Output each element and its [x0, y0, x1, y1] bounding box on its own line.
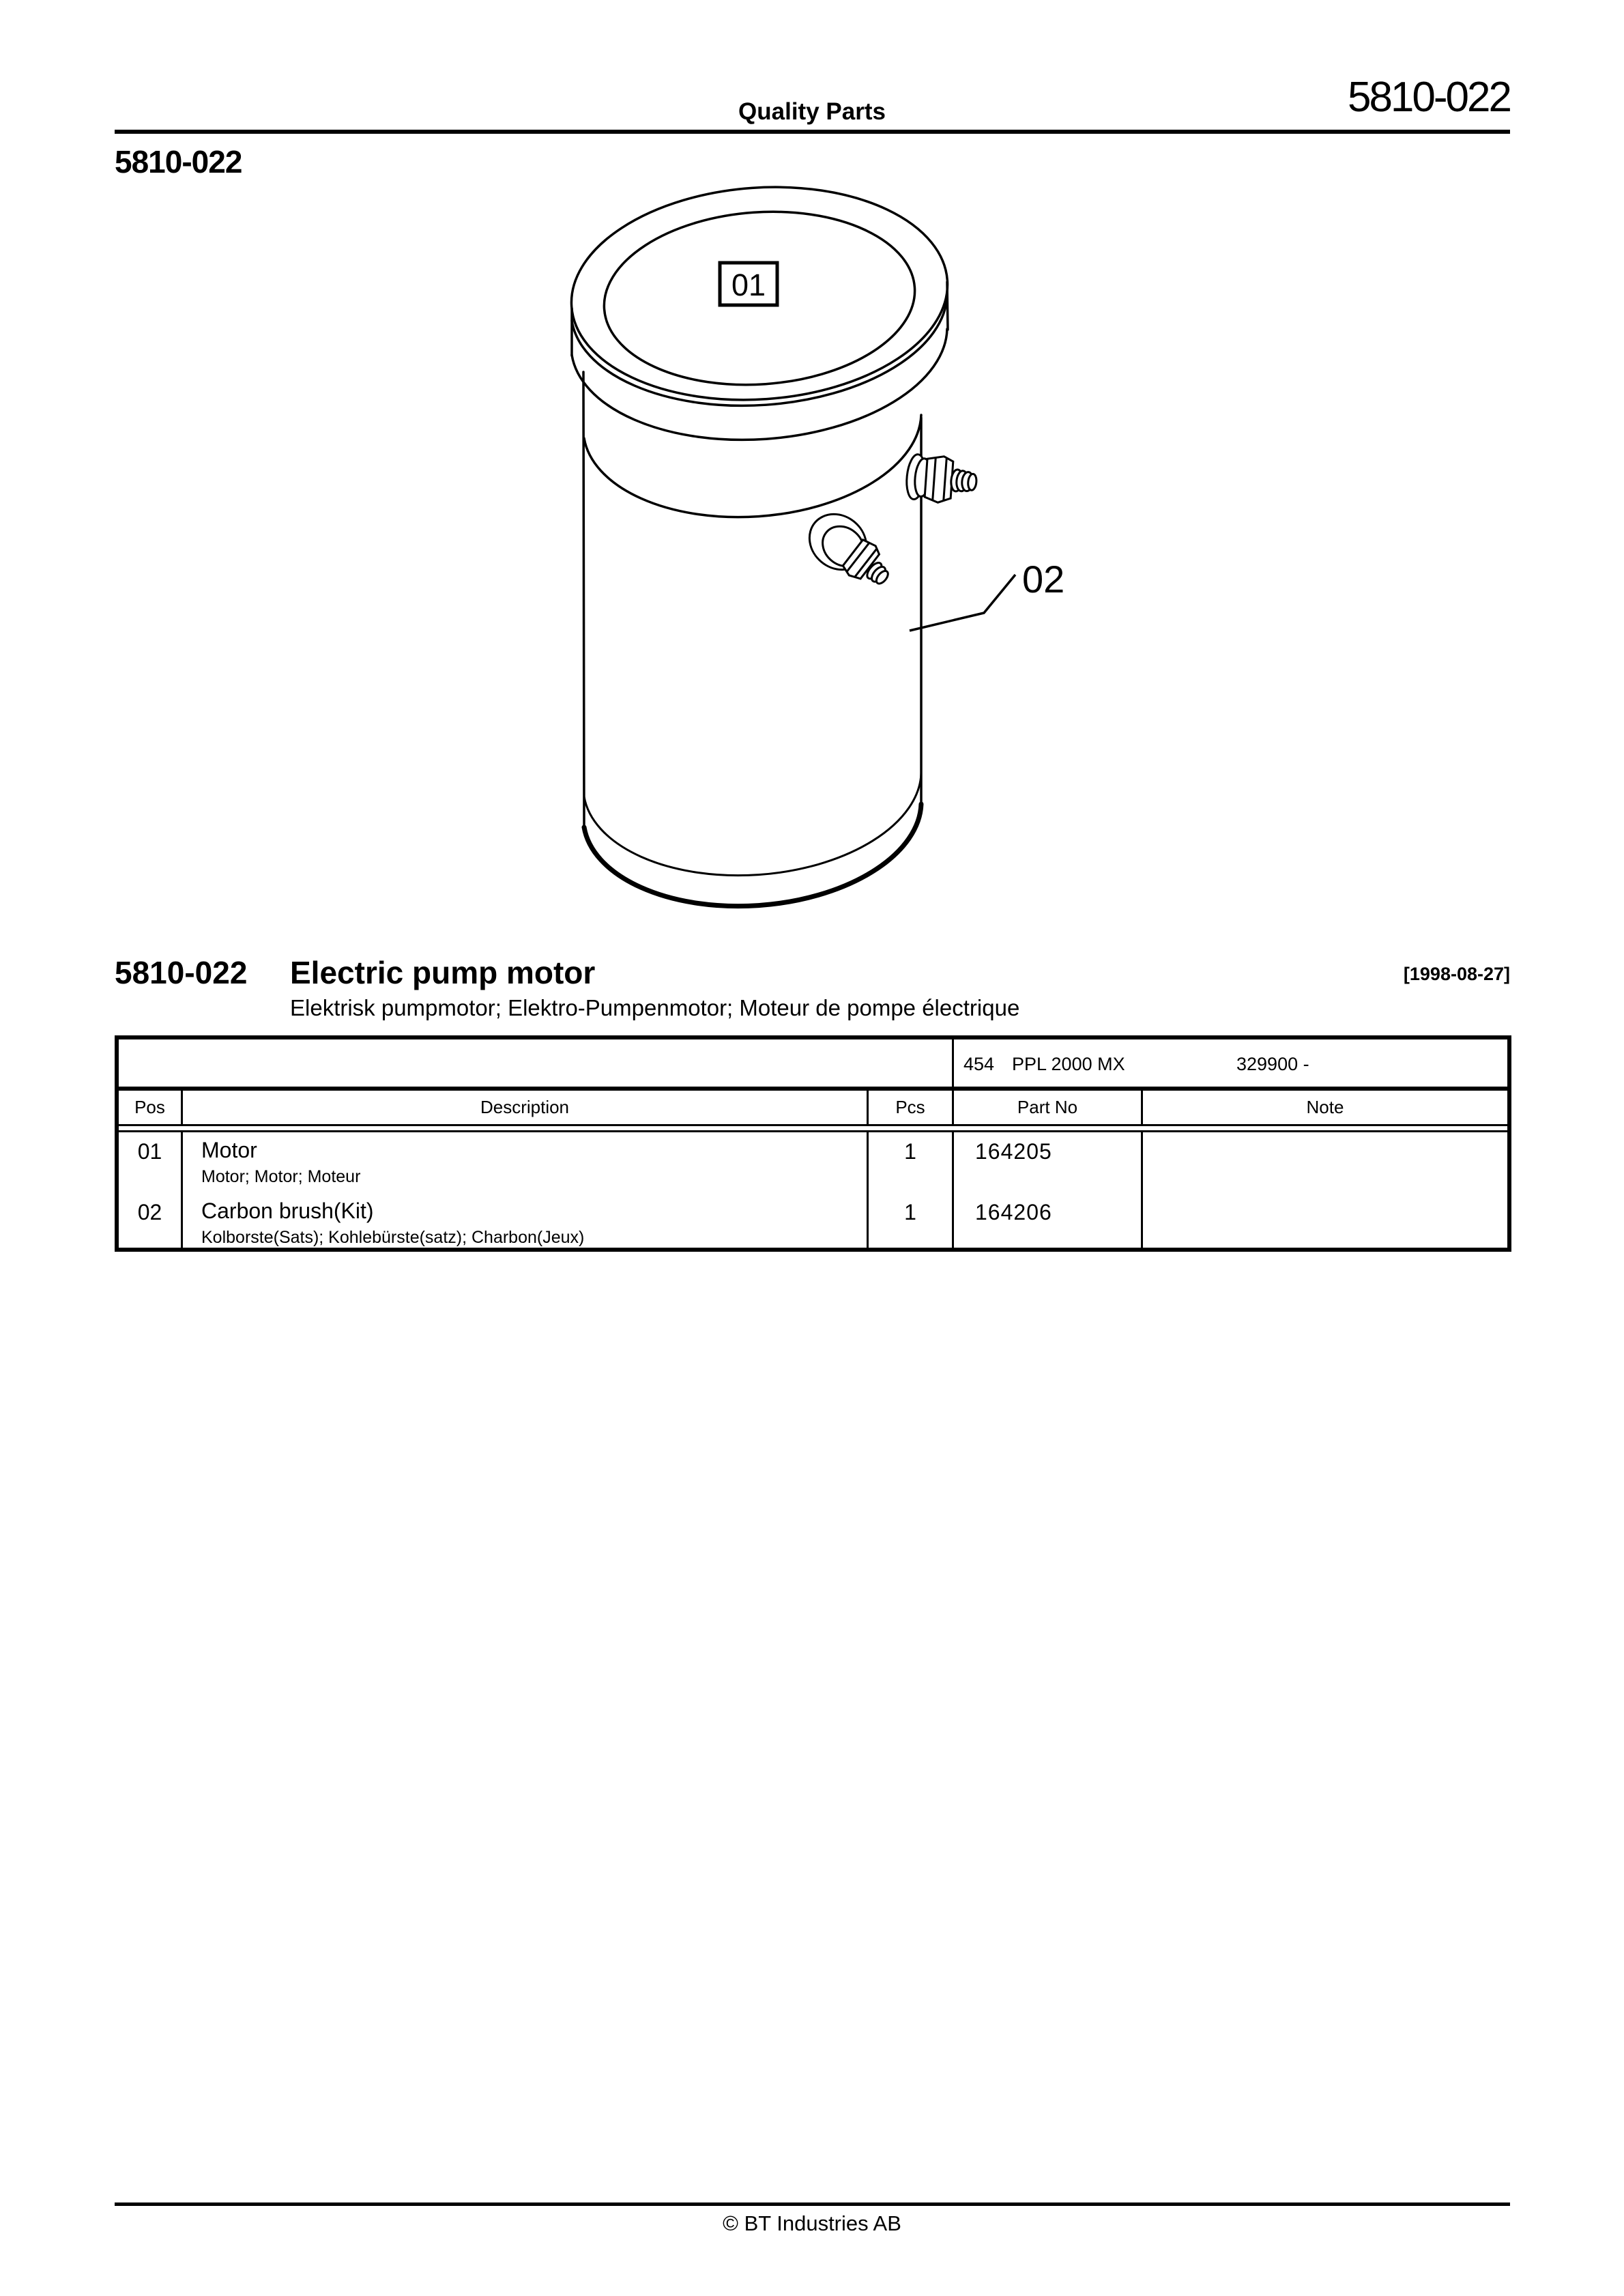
page-code: 5810-022 — [115, 144, 242, 180]
row-pos: 02 — [137, 1200, 162, 1224]
row-part-no: 164205 — [975, 1139, 1052, 1164]
row-description-cell — [183, 1194, 867, 1248]
model-serial-range: 329900 - — [1236, 1054, 1309, 1074]
column-divider — [952, 1039, 954, 1087]
callout-02-leader-line — [910, 575, 1015, 631]
terminal-stud-upper — [905, 453, 979, 506]
footer-copyright: © BT Industries AB — [723, 2211, 901, 2235]
table-header-row — [119, 1091, 1507, 1124]
section-subtitle: Elektrisk pumpmotor; Elektro-Pumpenmotor; Moteur de pompe électrique — [290, 995, 1020, 1020]
table-double-separator — [119, 1124, 1507, 1132]
callout-02-label: 02 — [1022, 558, 1065, 601]
col-header-part-no: Part No — [1017, 1097, 1078, 1117]
section-code: 5810-022 — [115, 955, 248, 990]
row-note — [1143, 1194, 1507, 1248]
row-description: Motor — [201, 1138, 257, 1162]
row-description-translations: Kolborste(Sats); Kohlebürste(satz); Charbon(Jeux) — [201, 1228, 585, 1247]
row-description: Carbon brush(Kit) — [201, 1199, 374, 1223]
row-pcs: 1 — [904, 1139, 916, 1164]
model-name: PPL 2000 MX — [1012, 1054, 1125, 1074]
bottom-outline-arc — [584, 804, 921, 906]
callout-01-label: 01 — [731, 268, 766, 302]
thread-ring — [968, 474, 977, 491]
row-note — [1143, 1132, 1507, 1194]
section-revision-date: [1998-08-27] — [1403, 964, 1510, 984]
col-header-note: Note — [1306, 1097, 1344, 1117]
row-description-cell — [183, 1132, 867, 1194]
header-rule — [115, 130, 1510, 134]
stud-hex-nut-icon — [923, 455, 955, 504]
col-header-pcs: Pcs — [895, 1097, 925, 1117]
body-top-seam-arc — [584, 415, 921, 517]
pump-motor-drawing — [464, 164, 1105, 928]
header-title: Quality Parts — [738, 98, 886, 125]
terminal-stud-lower — [798, 503, 901, 601]
model-band — [119, 1039, 1507, 1087]
bottom-rim-arc — [584, 773, 921, 876]
table-row — [119, 1194, 1507, 1248]
parts-table — [115, 1035, 1511, 1252]
header-doc-number: 5810-022 — [1347, 74, 1510, 121]
footer-rule — [115, 2202, 1510, 2206]
row-pcs: 1 — [904, 1200, 916, 1224]
row-pos: 01 — [137, 1139, 162, 1164]
col-header-description: Description — [480, 1097, 570, 1117]
row-part-no: 164206 — [975, 1200, 1052, 1224]
model-code: 454 — [963, 1054, 995, 1074]
table-row — [119, 1132, 1507, 1194]
row-description-translations: Motor; Motor; Moteur — [201, 1167, 361, 1186]
col-header-pos: Pos — [134, 1097, 165, 1117]
cap-right-edge — [947, 282, 948, 330]
section-title: Electric pump motor — [290, 955, 596, 990]
